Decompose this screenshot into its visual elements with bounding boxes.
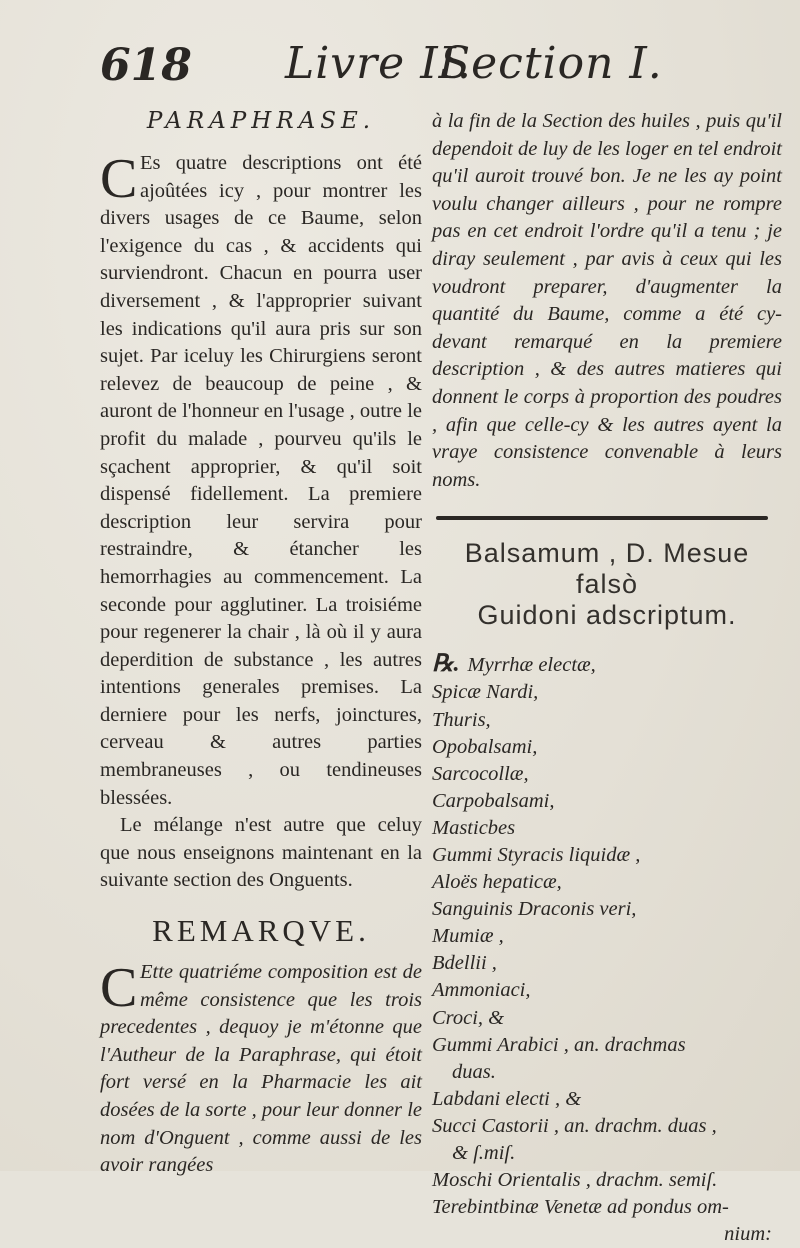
remarque-heading: REMARQVE. xyxy=(152,913,370,949)
ingredient-line xyxy=(432,734,782,761)
ingredient-text: Moschi Orientalis , drachm. semiſ. xyxy=(432,1169,718,1192)
ingredient-line xyxy=(432,869,782,896)
ingredient-line xyxy=(432,1005,782,1032)
ingredient-line xyxy=(432,788,782,815)
ingredient-text: Opobalsami, xyxy=(432,735,538,758)
ingredient-list xyxy=(432,651,782,1248)
ingredient-text: Aloës hepaticæ, xyxy=(432,871,562,894)
ingredient-line xyxy=(432,950,782,977)
ingredient-line xyxy=(432,651,782,679)
paraphrase-paragraph xyxy=(100,150,422,812)
ingredient-text: Thuris, xyxy=(432,708,491,731)
remarque-drop-cap: C xyxy=(100,957,138,1020)
ingredient-text: Sarcocollæ, xyxy=(432,762,529,785)
melange-paragraph: Le mélange n'est autre que celuy que nous enseignons maintenant en la suivante section des Onguents. xyxy=(100,814,422,892)
ingredient-text: Myrrhæ electæ, xyxy=(467,654,596,677)
ingredient-text: Labdani electi , & xyxy=(432,1087,582,1110)
ingredient-line xyxy=(432,842,782,869)
running-head-section: Section I. xyxy=(440,38,663,89)
formula-title-line-2: Guidoni adscriptum. xyxy=(477,600,737,631)
ingredient-line xyxy=(432,977,782,1004)
drop-cap: C xyxy=(100,148,138,210)
ingredient-text: Terebintbinæ Venetæ ad pondus om- xyxy=(432,1196,729,1219)
paraphrase-text: Es quatre descriptions ont été ajoûtées icy , pour montrer les divers usages de ce Baume, selon l'exigence du cas , & accidents qui surviendront. Chacun en pourra user diversement , & l'approprier suivant les indications qu'il aura pris sur son sujet. Par iceluy les Chirurgiens seront relevez de beaucoup de peine , & auront de l'honneur en l'usage , outre le profit du malade , pourveu qu'ils le sçachent approprier, & qu'il soit dispensé fidellement. La premiere description leur servira pour restraindre, & étancher les hemorrhagies au commencement. La seconde pour agglutiner. La troisiéme pour regenerer la chair , là où il y aura deperdition de substance , les autres intentions generales premises. La derniere pour les nerfs, joinctures, cerveau & autres parties membraneuses , ou tendineuses blessées. xyxy=(100,152,422,809)
ingredient-line xyxy=(432,707,782,734)
ingredient-line xyxy=(432,1167,782,1194)
formula-title-line-1: Balsamum , D. Mesue falsò xyxy=(464,538,750,600)
ingredient-text: Sanguinis Draconis veri, xyxy=(432,898,637,921)
remarque-continuation: à la fin de la Section des huiles , puis qu'il dependoit de luy de les loger en tel endroit qu'il auroit trouvé bon. Je ne les ay point voulu changer ailleurs , pour ne rompre pas en cet endroit l'ordre qu'il a tenu ; je diray seulement , par avis à ceux qui les voudront preparer, d'augmenter la quantité du Baume, comme a été cy-devant remarqué en la premiere description , & des autres matieres qui donnent le corps à proportion des poudres , afin que celle-cy & les autres ayent la vraye consistence convenable à leurs noms. xyxy=(432,110,782,491)
running-head-book: Livre II. xyxy=(285,38,472,89)
ingredient-line xyxy=(432,1194,782,1221)
ingredient-line xyxy=(432,815,782,842)
ingredient-text: Gummi Arabici , an. drachmas xyxy=(432,1033,686,1056)
ingredient-line xyxy=(432,923,782,950)
formula-title xyxy=(432,538,782,631)
ingredient-line xyxy=(432,679,782,706)
ingredient-text: Gummi Styracis liquidæ , xyxy=(432,843,641,866)
ingredient-line xyxy=(432,896,782,923)
ingredient-line xyxy=(432,1086,782,1113)
remarque-paragraph xyxy=(100,959,422,1180)
ingredient-line xyxy=(432,1140,782,1167)
ingredient-text: duas. xyxy=(452,1060,496,1083)
remarque-text: Ette quatriéme composition est de même consistence que les trois precedentes , dequoy je m'étonne que l'Autheur de la Paraphrase, qui étoit fort versé en la Pharmacie les ait dosées de la sorte , pour leur donner le nom d'Onguent , comme aussi de les avoir rangées xyxy=(100,961,422,1177)
ingredient-text: Ammoniaci, xyxy=(432,979,531,1002)
ingredient-line xyxy=(432,761,782,788)
section-divider xyxy=(436,516,768,520)
ingredient-text: Mumiæ , xyxy=(432,925,504,948)
ingredient-text: nium: xyxy=(724,1223,772,1246)
ingredient-line xyxy=(432,1032,782,1059)
ingredient-text: Carpobalsami, xyxy=(432,789,555,812)
ingredient-text: Bdellii , xyxy=(432,952,497,975)
page-header xyxy=(100,38,780,98)
paraphrase-heading: PARAPHRASE. xyxy=(146,108,376,134)
ingredient-text: Spicæ Nardi, xyxy=(432,681,539,704)
recipe-mark: ℞. xyxy=(432,651,460,678)
ingredient-text: Masticbes xyxy=(432,816,516,839)
ingredient-text: Succi Castorii , an. drachm. duas , xyxy=(432,1114,717,1137)
ingredient-text: Croci, & xyxy=(432,1006,505,1029)
ingredient-text: & ſ.miſ. xyxy=(452,1142,516,1164)
right-column xyxy=(432,108,782,1248)
ingredient-line xyxy=(432,1221,782,1248)
page-number: 618 xyxy=(100,40,192,91)
left-column xyxy=(100,108,422,1180)
ingredient-line xyxy=(432,1059,782,1086)
ingredient-line xyxy=(432,1113,782,1140)
